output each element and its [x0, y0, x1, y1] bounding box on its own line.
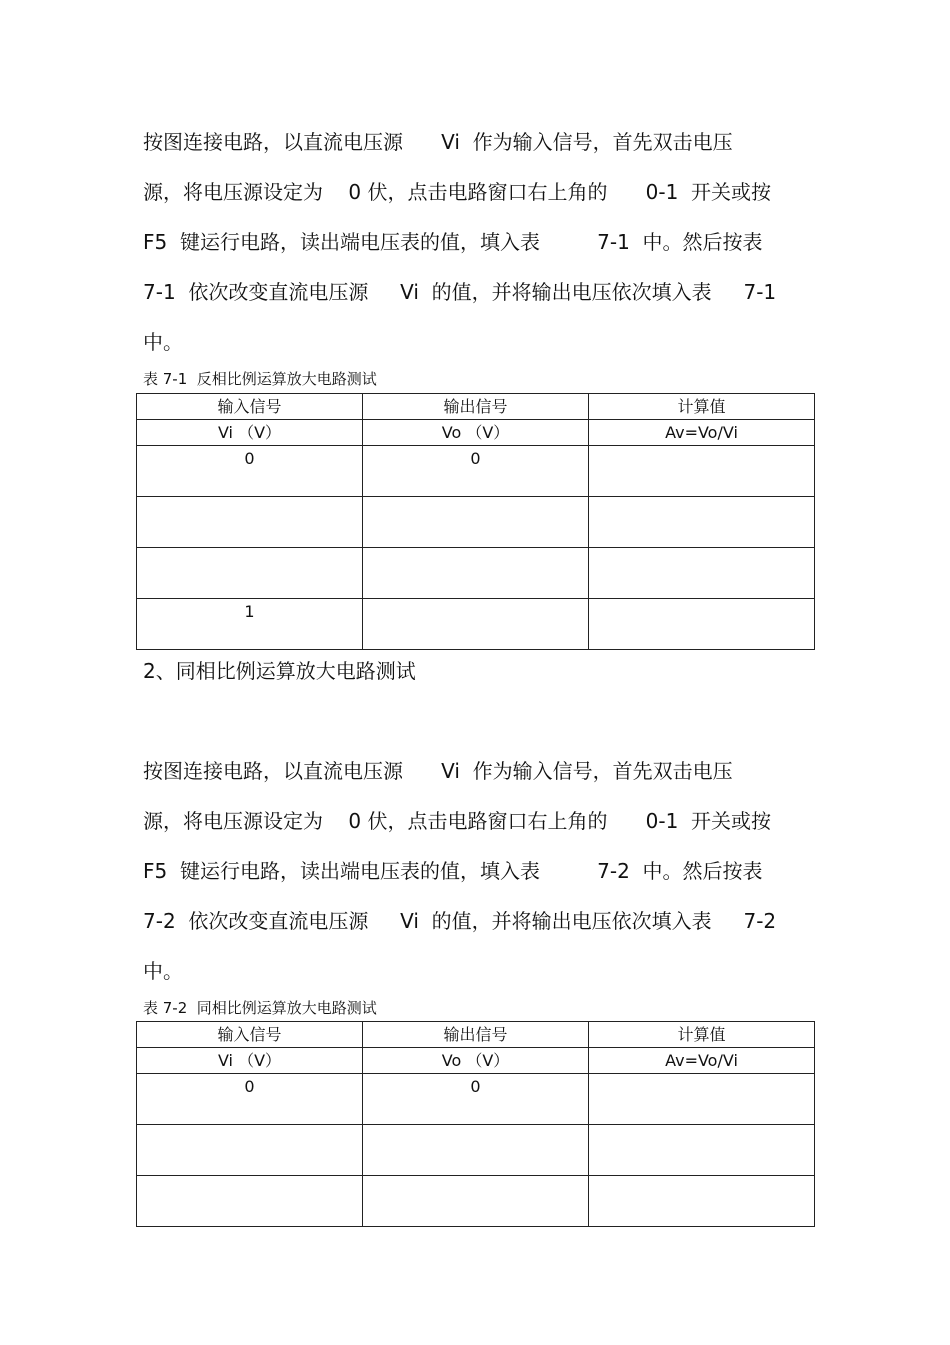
table-cell: [589, 1176, 815, 1227]
table-header-row: [137, 394, 815, 420]
unit-vi: Vi （V）: [137, 420, 363, 446]
unit-vi: Vi （V）: [137, 1048, 363, 1074]
paragraph-line: 7-2 依次改变直流电压源 Vi 的值，并将输出电压依次填入表 7-2: [143, 909, 777, 933]
table-units-row: [137, 420, 815, 446]
table-cell: [589, 446, 815, 497]
table-cell: [363, 497, 589, 548]
table-cell: [137, 548, 363, 599]
paragraph-line: 按图连接电路，以直流电压源 Vi 作为输入信号，首先双击电压: [143, 759, 733, 783]
table-row: [137, 599, 815, 650]
paragraph-line: 中。: [143, 959, 183, 983]
paragraph-line: 7-1 依次改变直流电压源 Vi 的值，并将输出电压依次填入表 7-1: [143, 280, 777, 304]
table-cell: [363, 1176, 589, 1227]
table-units-row: [137, 1048, 815, 1074]
table-caption-7-2: 表 7-2 同相比例运算放大电路测试: [143, 999, 377, 1017]
table-row: [137, 1125, 815, 1176]
table-cell: [137, 497, 363, 548]
table-row: [137, 1176, 815, 1227]
table-7-2: [136, 1021, 815, 1227]
table-cell: [589, 1074, 815, 1125]
table-row: [137, 446, 815, 497]
table-cell: 0: [137, 1074, 363, 1125]
header-output-signal: 输出信号: [363, 1022, 589, 1048]
table-cell: 0: [363, 1074, 589, 1125]
table-caption-7-1: 表 7-1 反相比例运算放大电路测试: [143, 370, 377, 388]
table-cell: 0: [137, 446, 363, 497]
table-cell: 0: [363, 446, 589, 497]
paragraph-line: 中。: [143, 330, 183, 354]
header-input-signal: 输入信号: [137, 394, 363, 420]
table-cell: [363, 1125, 589, 1176]
table-cell: [363, 548, 589, 599]
table-cell: [137, 1125, 363, 1176]
table-7-1: [136, 393, 815, 650]
table-cell: [363, 599, 589, 650]
paragraph-line: F5 键运行电路，读出端电压表的值，填入表 7-2 中。然后按表: [143, 859, 763, 883]
table-cell: [589, 599, 815, 650]
table-row: [137, 497, 815, 548]
paragraph-line: 按图连接电路，以直流电压源 Vi 作为输入信号，首先双击电压: [143, 130, 733, 154]
header-computed-value: 计算值: [589, 394, 815, 420]
paragraph-line: 源，将电压源设定为 0 伏，点击电路窗口右上角的 0-1 开关或按: [143, 809, 772, 833]
table-cell: [137, 1176, 363, 1227]
table-cell: 1: [137, 599, 363, 650]
unit-vo: Vo （V）: [363, 1048, 589, 1074]
unit-vo: Vo （V）: [363, 420, 589, 446]
table-row: [137, 1074, 815, 1125]
table-header-row: [137, 1022, 815, 1048]
paragraph-line: 源，将电压源设定为 0 伏，点击电路窗口右上角的 0-1 开关或按: [143, 180, 772, 204]
header-computed-value: 计算值: [589, 1022, 815, 1048]
header-output-signal: 输出信号: [363, 394, 589, 420]
table-cell: [589, 548, 815, 599]
header-input-signal: 输入信号: [137, 1022, 363, 1048]
table-cell: [589, 1125, 815, 1176]
unit-av: Av=Vo/Vi: [589, 1048, 815, 1074]
paragraph-line: F5 键运行电路，读出端电压表的值，填入表 7-1 中。然后按表: [143, 230, 763, 254]
table-cell: [589, 497, 815, 548]
unit-av: Av=Vo/Vi: [589, 420, 815, 446]
section-heading-2: 2、同相比例运算放大电路测试: [143, 659, 416, 683]
table-row: [137, 548, 815, 599]
